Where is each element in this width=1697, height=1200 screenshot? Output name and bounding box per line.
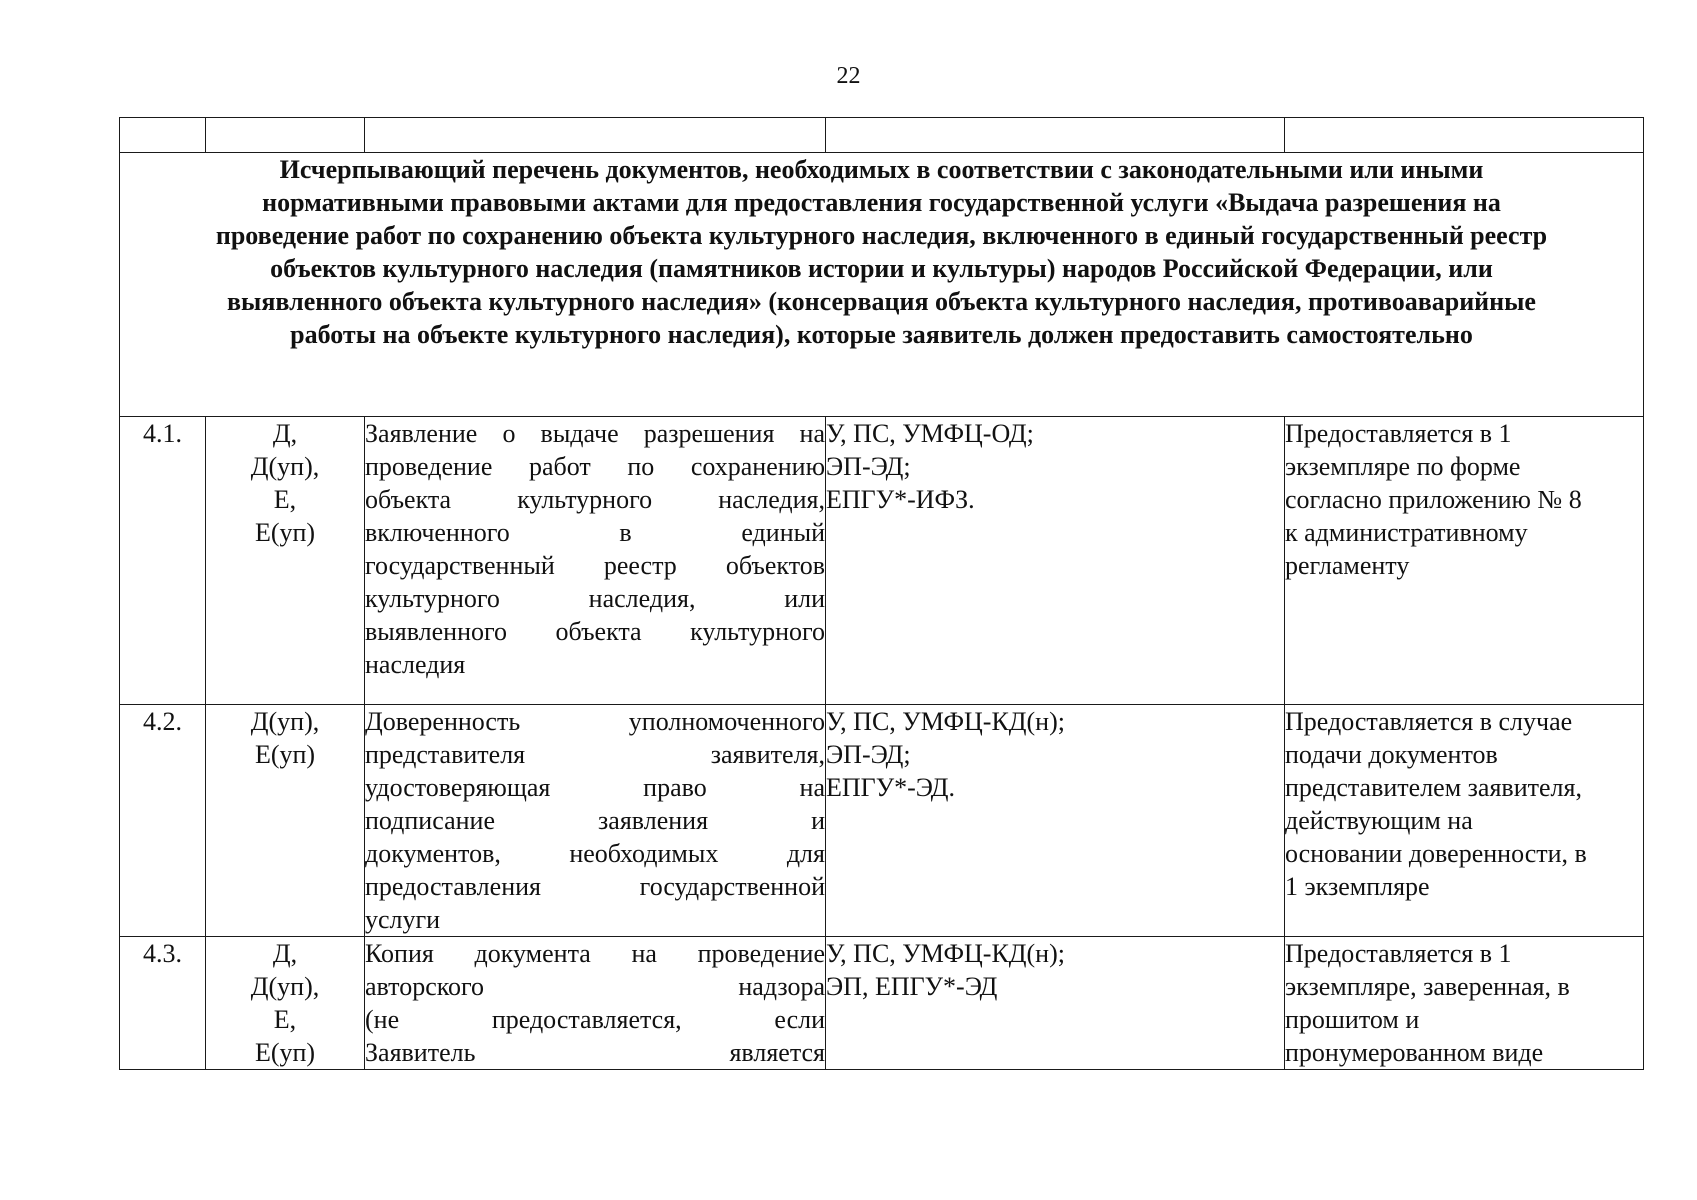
document-name <box>365 937 826 1070</box>
name-line-last: услуги <box>365 905 441 934</box>
heading-line: объектов культурного наследия (памятников истории и культуры) народов Российской Федерации, или <box>270 254 1493 283</box>
blank-cell <box>120 118 206 153</box>
submission-note <box>1285 937 1644 1070</box>
note-line: согласно приложению № 8 <box>1285 485 1582 514</box>
heading-line: выявленного объекта культурного наследия» (консервация объекта культурного наследия, противоаварийные <box>227 287 1536 316</box>
heading-line: проведение работ по сохранению объекта культурного наследия, включенного в единый государственный реестр <box>215 221 1548 250</box>
name-line: проведение работ по сохранению <box>365 452 825 481</box>
code-line: Д, <box>272 419 298 448</box>
table-row <box>120 705 1644 937</box>
note-line: представителем заявителя, <box>1285 773 1582 802</box>
note-line: прошитом и <box>1285 1005 1420 1034</box>
document-codes <box>206 417 365 705</box>
section-heading-row <box>120 153 1644 417</box>
blank-cell <box>826 118 1285 153</box>
table-row <box>120 937 1644 1070</box>
row-number: 4.3. <box>120 937 206 1070</box>
documents-table <box>119 117 1644 1070</box>
name-line: Доверенность уполномоченного <box>365 707 825 736</box>
document-codes <box>206 937 365 1070</box>
method-line: ЭП-ЭД; <box>826 452 911 481</box>
name-line: подписание заявления и <box>365 806 825 835</box>
submission-methods <box>826 937 1285 1070</box>
note-line: основании доверенности, в <box>1285 839 1587 868</box>
document-codes <box>206 705 365 937</box>
row-number: 4.2. <box>120 705 206 937</box>
page-number: 22 <box>836 63 861 89</box>
code-line: Е(уп) <box>254 518 316 547</box>
method-line: ЭП, ЕПГУ*-ЭД <box>826 972 998 1001</box>
document-name <box>365 705 826 937</box>
row-number: 4.1. <box>120 417 206 705</box>
note-line: Предоставляется в случае <box>1285 707 1573 736</box>
note-line: к административному <box>1285 518 1528 547</box>
note-line: регламенту <box>1285 551 1410 580</box>
note-line: Предоставляется в 1 <box>1285 939 1512 968</box>
method-line: ЕПГУ*-ЭД. <box>826 773 955 802</box>
submission-methods <box>826 417 1285 705</box>
name-line: Заявитель является <box>365 1038 825 1067</box>
code-line: Е, <box>273 485 297 514</box>
code-line: Е, <box>273 1005 297 1034</box>
note-line: экземпляре по форме <box>1285 452 1521 481</box>
section-heading <box>120 153 1644 417</box>
method-line: У, ПС, УМФЦ-КД(н); <box>826 939 1065 968</box>
method-line: ЕПГУ*-ИФЗ. <box>826 485 975 514</box>
name-line: авторского надзора <box>365 972 825 1001</box>
note-line: экземпляре, заверенная, в <box>1285 972 1570 1001</box>
document-name <box>365 417 826 705</box>
name-line: Заявление о выдаче разрешения на <box>365 419 825 448</box>
code-line: Е(уп) <box>254 740 316 769</box>
name-line: документов, необходимых для <box>365 839 825 868</box>
name-line-last: наследия <box>365 650 466 679</box>
blank-cell <box>206 118 365 153</box>
blank-cell <box>1285 118 1644 153</box>
note-line: Предоставляется в 1 <box>1285 419 1512 448</box>
code-line: Д(уп), <box>250 707 320 736</box>
code-line: Е(уп) <box>254 1038 316 1067</box>
table-top-blank-row <box>120 118 1644 153</box>
name-line: выявленного объекта культурного <box>365 617 825 646</box>
name-line: государственный реестр объектов <box>365 551 825 580</box>
name-line: включенного в единый <box>365 518 825 547</box>
name-line: (не предоставляется, если <box>365 1005 825 1034</box>
heading-line: нормативными правовыми актами для предоставления государственной услуги «Выдача разрешения на <box>262 188 1501 217</box>
heading-line: Исчерпывающий перечень документов, необходимых в соответствии с законодательными или иными <box>279 155 1484 184</box>
code-line: Д(уп), <box>250 452 320 481</box>
note-line: подачи документов <box>1285 740 1498 769</box>
note-line: пронумерованном виде <box>1285 1038 1544 1067</box>
name-line: культурного наследия, или <box>365 584 825 613</box>
name-line: удостоверяющая право на <box>365 773 825 802</box>
name-line: объекта культурного наследия, <box>365 485 825 514</box>
code-line: Д(уп), <box>250 972 320 1001</box>
heading-line: работы на объекте культурного наследия), которые заявитель должен предоставить самостоятельно <box>290 320 1473 349</box>
table-row <box>120 417 1644 705</box>
note-line: действующим на <box>1285 806 1473 835</box>
method-line: У, ПС, УМФЦ-КД(н); <box>826 707 1065 736</box>
method-line: У, ПС, УМФЦ-ОД; <box>826 419 1034 448</box>
name-line: Копия документа на проведение <box>365 939 825 968</box>
name-line: предоставления государственной <box>365 872 825 901</box>
code-line: Д, <box>272 939 298 968</box>
submission-note <box>1285 417 1644 705</box>
note-line: 1 экземпляре <box>1285 872 1430 901</box>
method-line: ЭП-ЭД; <box>826 740 911 769</box>
submission-note <box>1285 705 1644 937</box>
blank-cell <box>365 118 826 153</box>
name-line: представителя заявителя, <box>365 740 825 769</box>
submission-methods <box>826 705 1285 937</box>
